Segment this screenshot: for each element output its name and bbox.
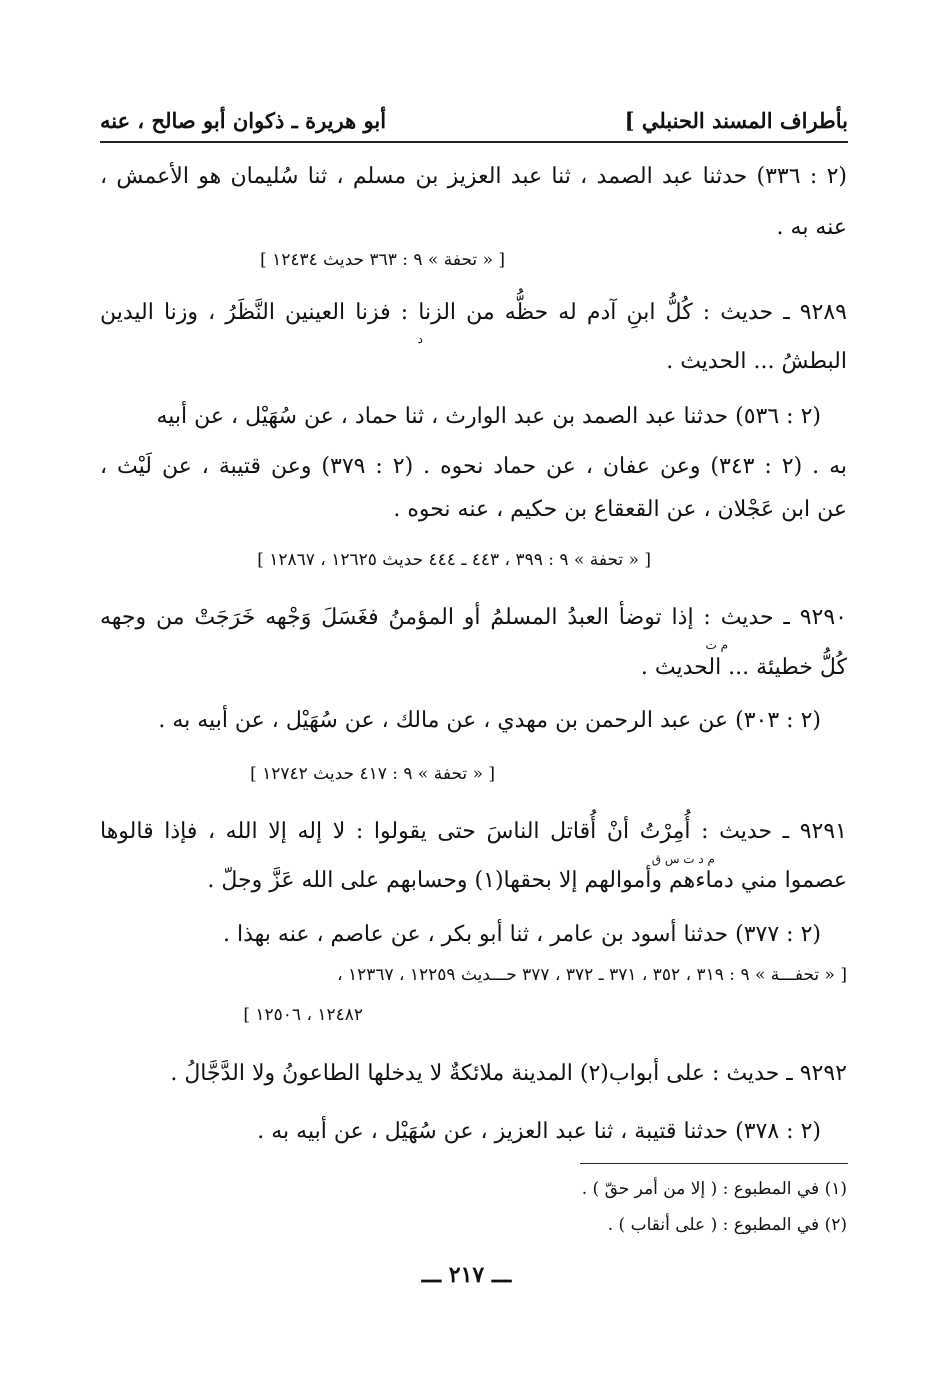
hadith-heading: ٩٢٩١ ـ حديث : أُمِرْتُ أنْ أُقاتل الناسَ حتى يقولوا : لا إله إلا الله ، فإذا قالوها	[100, 819, 847, 844]
hadith-heading: ٩٢٩٢ ـ حديث : على أبواب(٢) المدينة ملائكةٌ لا يدخلها الطاعونُ ولا الدَّجَّالُ .	[170, 1061, 847, 1086]
text-line: (٢ : ٣٣٦) حدثنا عبد الصمد ، ثنا عبد العزيز بن مسلم ، ثنا سُليمان هو الأعمش ،	[100, 164, 847, 189]
running-header	[100, 100, 848, 140]
text-line: (٢ : ٣٧٨) حدثنا قتيبة ، ثنا عبد العزيز ، عن سُهَيْل ، عن أبيه به .	[257, 1119, 821, 1144]
reference-line: [ « تحفـــة » ٩ : ٣١٩ ، ٣٥٢ ، ٣٧١ ـ ٣٧٢ ، ٣٧٧ حـــديث ١٢٢٥٩ ، ١٢٣٦٧ ،	[337, 965, 847, 985]
text-line: (٢ : ٥٣٦) حدثنا عبد الصمد بن عبد الوارث ، ثنا حماد ، عن سُهَيْل ، عن أبيه	[156, 404, 821, 429]
footnote: (١) في المطبوع : ( إلا من أمر حقّ ) .	[581, 1179, 847, 1199]
text-line: البطشُ ... الحديث .	[666, 349, 847, 374]
siglum: د	[417, 332, 423, 346]
text-line: كُلُّ خطيئة ... الحديث .	[640, 655, 847, 680]
text-line: به . (٢ : ٣٤٣) وعن عفان ، عن حماد نحوه . (٢ : ٣٧٩) وعن قتيبة ، عن لَيْث ،	[100, 454, 847, 479]
hadith-heading: ٩٢٨٩ ـ حديث : كُلُّ ابنِ آدم له حظُّه من الزنا : فزنا العينين النَّظَرُ ، وزنا اليدين	[100, 300, 847, 325]
footnote: (٢) في المطبوع : ( على أنقاب ) .	[607, 1215, 847, 1235]
footnote-rule	[580, 1163, 848, 1164]
book-title: بأطراف المسند الحنبلي ]	[624, 108, 848, 133]
page-number: ـــ ٢١٧ ـــ	[421, 1262, 512, 1288]
text-line: عنه به .	[776, 215, 847, 240]
reference-line: [ « تحفة » ٩ : ٤١٧ حديث ١٢٧٤٢ ]	[250, 764, 495, 784]
text-line: (٢ : ٣٠٣) عن عبد الرحمن بن مهدي ، عن مالك ، عن سُهَيْل ، عن أبيه به .	[158, 708, 821, 733]
narrator-chain-title: أبو هريرة ـ ذكوان أبو صالح ، عنه	[100, 108, 387, 133]
siglum: م د ت س ق	[651, 852, 715, 866]
reference-line: ١٢٤٨٢ ، ١٢٥٠٦ ]	[243, 1005, 363, 1025]
siglum: م ت	[705, 638, 728, 652]
header-rule	[100, 141, 848, 143]
text-line: عن ابن عَجْلان ، عن القعقاع بن حكيم ، عنه نحوه .	[393, 497, 847, 522]
text-line: (٢ : ٣٧٧) حدثنا أسود بن عامر ، ثنا أبو بكر ، عن عاصم ، عنه بهذا .	[223, 922, 821, 947]
reference-line: [ « تحفة » ٩ : ٣٦٣ حديث ١٢٤٣٤ ]	[260, 250, 505, 270]
reference-line: [ « تحفة » ٩ : ٣٩٩ ، ٤٤٣ ـ ٤٤٤ حديث ١٢٦٢٥ ، ١٢٨٦٧ ]	[257, 550, 651, 570]
hadith-heading: ٩٢٩٠ ـ حديث : إذا توضأ العبدُ المسلمُ أو المؤمنُ فغَسَلَ وَجْهه خَرَجَتْ من وجهه	[100, 605, 847, 630]
text-line: عصموا مني دماءهم وأموالهم إلا بحقها(١) وحسابهم على الله عَزَّ وجلّ .	[207, 868, 847, 893]
